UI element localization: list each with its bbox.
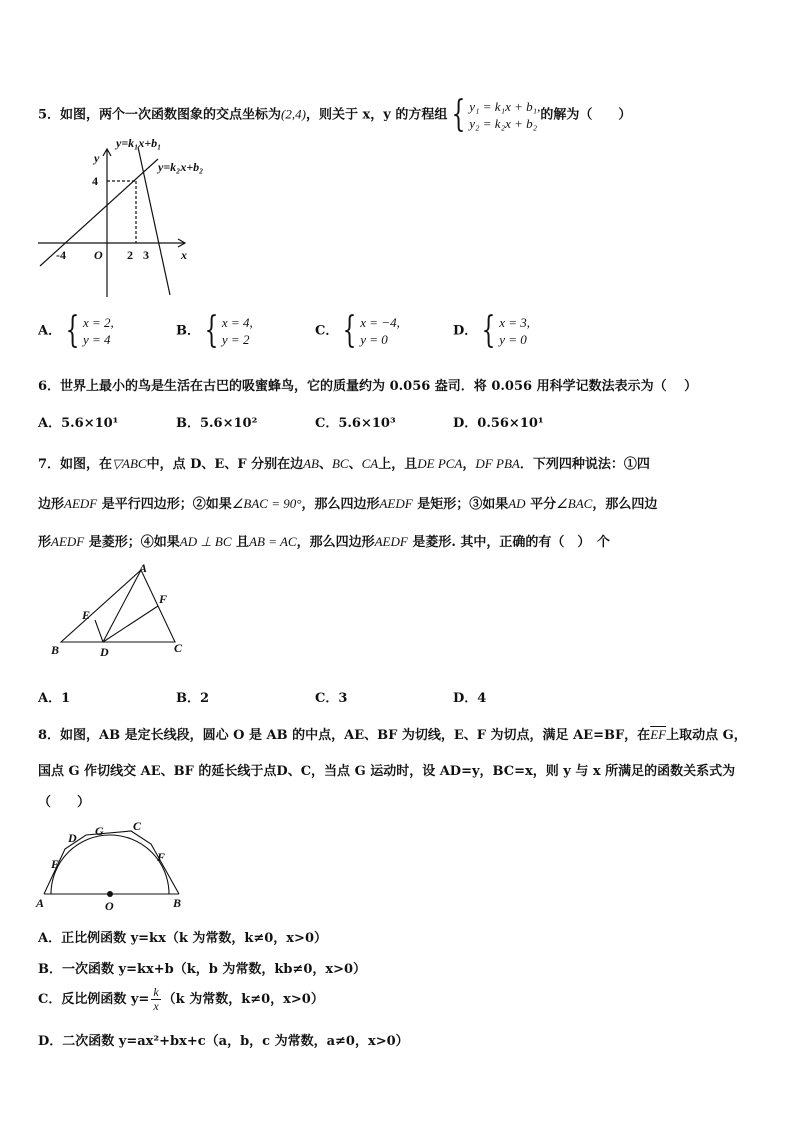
q5-point: (2,4) [281, 106, 306, 122]
label-f: F [159, 592, 168, 606]
label-c: C [133, 819, 142, 833]
q5-option-a[interactable]: A． { x = 2, y = 4 [38, 310, 114, 351]
q7-option-c[interactable]: C．3 [315, 691, 348, 706]
center-point-o [107, 891, 113, 897]
q6-option-b[interactable]: B．5.6×10² [176, 416, 258, 431]
label-f: F [157, 850, 166, 864]
tick-3: 3 [143, 248, 149, 262]
tick-y4: 4 [92, 174, 98, 188]
label-g: G [95, 824, 104, 838]
segment-df [103, 606, 158, 642]
q5-stem [38, 94, 632, 135]
label-c: C [174, 641, 183, 655]
q6-stem: 6．世界上最小的鸟是生活在古巴的吸蜜蜂鸟，它的质量约为 0.056 盎司．将 0.056 用科学记数法表示为（ ） [38, 379, 698, 394]
q7-figure [45, 562, 195, 662]
q5-option-c[interactable]: C． { x = −4, y = 0 [315, 310, 400, 351]
segment-de [95, 620, 103, 642]
q8-line-2: 国点 G 作切线交 AE、BF 的延长线于点D、C，当点 G 运动时，设 AD=y，BC=x，则 y 与 x 所满足的函数关系式为 [38, 764, 736, 779]
arc-ef: $\overline{EF}$ [650, 727, 667, 742]
q7-option-a[interactable]: A．1 [38, 691, 71, 706]
q5-stem-a: 5．如图，两个一次函数图象的交点坐标为 [38, 107, 282, 123]
q7-line-2: 边形AEDF 是平行四边形；②如果∠BAC = 90°，那么四边形AEDF 是矩形；③如果AD 平分∠BAC，那么四边 [38, 496, 658, 512]
label-b: B [51, 643, 60, 657]
q7-line-1: 7．如图，在▽ABC中，点 D、E、F 分别在边AB、BC、CA上，且DE PCA，DF PBA．下列四种说法：①四 [38, 456, 650, 472]
label-d: D [68, 831, 77, 845]
fraction-k-over-x: $\frac{k}{x}$ [153, 985, 159, 1013]
label-e: E [82, 608, 91, 622]
q8-line-1: 8．如图，AB 是定长线段，圆心 O 是 AB 的中点，AE、BF 为切线，E、F 为切点，满足 AE=BF，在$\overline{EF}$上取动点 G， [38, 727, 747, 743]
x-axis-label: x [181, 248, 187, 262]
q8-option-b[interactable]: B．一次函数 y=kx+b（k，b 为常数，kb≠0，x>0） [38, 962, 367, 977]
q5-equation-system: { y₁ = k₁x + b₁, y₂ = k₂x + b₂ [451, 94, 541, 135]
q5-eq1: y₁ = k₁x + b₁, [469, 99, 541, 114]
origin-label: O [94, 248, 103, 262]
label-e: E [51, 857, 60, 871]
line1-label: y=k₁x+b₁ [116, 136, 162, 150]
label-a: A [139, 562, 148, 575]
q5-eq2: y₂ = k₂x + b₂ [469, 116, 538, 131]
q5-option-b[interactable]: B． { x = 4, y = 2 [176, 310, 253, 351]
label-b: B [173, 896, 182, 910]
tick-2: 2 [127, 248, 133, 262]
line2-label: y=k₂x+b₂ [158, 160, 204, 174]
q5-option-d[interactable]: D． { x = 3, y = 0 [453, 310, 530, 351]
q6-option-d[interactable]: D．0.56×10¹ [453, 416, 544, 431]
q7-line-3: 形AEDF 是菱形；④如果AD ⊥ BC 且AB = AC，那么四边形AEDF 是菱形. 其中，正确的有（ ） 个 [38, 534, 610, 550]
q7-option-d[interactable]: D．4 [453, 691, 487, 706]
segment-ad [103, 570, 141, 642]
label-d: D [100, 645, 109, 659]
q7-option-b[interactable]: B．2 [176, 691, 210, 706]
q8-option-c[interactable]: C．反比例函数 y= $\frac{k}{x}$ （k 为常数，k≠0，x>0） [38, 985, 324, 1013]
q6-option-a[interactable]: A．5.6×10¹ [38, 416, 119, 431]
tick-neg4: -4 [56, 248, 66, 262]
q5-graph [30, 135, 230, 305]
q8-line-3: （ ） [38, 795, 91, 810]
y-axis-label: y [94, 151, 100, 165]
label-a: A [36, 896, 45, 910]
q8-figure [34, 818, 186, 913]
q6-option-c[interactable]: C．5.6×10³ [315, 416, 396, 431]
q5-stem-c: 的解为（ ） [540, 107, 632, 123]
q5-stem-b: ，则关于 x，y 的方程组 [305, 107, 448, 123]
label-o: O [105, 899, 114, 913]
q8-option-d[interactable]: D．二次函数 y=ax²+bx+c（a，b，c 为常数，a≠0，x>0） [38, 1034, 409, 1049]
q8-option-a[interactable]: A．正比例函数 y=kx（k 为常数，k≠0，x>0） [38, 931, 327, 946]
